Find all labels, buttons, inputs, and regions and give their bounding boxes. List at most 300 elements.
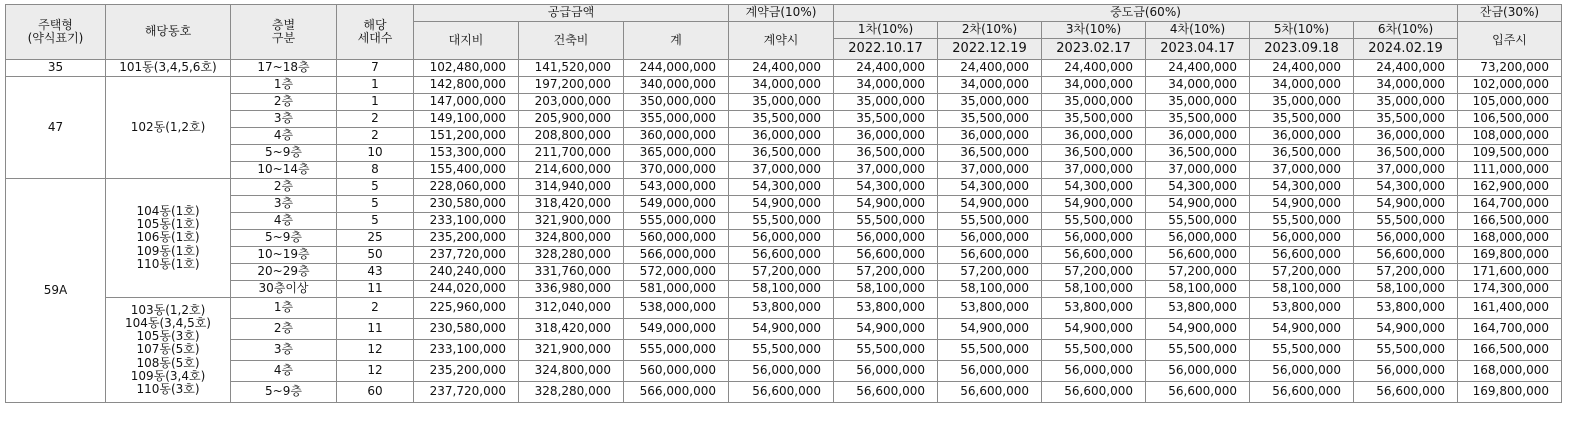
table-body [6,60,1562,403]
units-cell: 12 [337,340,414,361]
installment-3-cell: 56,000,000 [1042,230,1146,247]
installment-5-cell: 56,600,000 [1250,382,1354,403]
installment-3-cell: 24,400,000 [1042,60,1146,77]
floor-cell: 2층 [231,179,337,196]
units-cell: 12 [337,361,414,382]
balance-payment-cell: 166,500,000 [1458,340,1562,361]
building-price-cell: 214,600,000 [519,162,624,179]
contract-payment-cell: 56,600,000 [729,382,834,403]
installment-2-cell: 57,200,000 [938,264,1042,281]
balance-payment-cell: 169,800,000 [1458,382,1562,403]
table-row [6,77,1562,94]
units-cell: 60 [337,382,414,403]
installment-3-cell: 36,500,000 [1042,145,1146,162]
installment-5-cell: 54,900,000 [1250,196,1354,213]
installment-2-cell: 54,300,000 [938,179,1042,196]
installment-2-cell: 55,500,000 [938,340,1042,361]
header-installment-label: 5차(10%) [1250,22,1354,39]
building-price-cell: 324,800,000 [519,361,624,382]
floor-cell: 2층 [231,319,337,340]
installment-6-cell: 54,900,000 [1354,319,1458,340]
balance-payment-cell: 162,900,000 [1458,179,1562,196]
table-row [6,264,1562,281]
installment-4-cell: 35,000,000 [1146,94,1250,111]
installment-1-cell: 55,500,000 [834,213,938,230]
total-price-cell: 572,000,000 [624,264,729,281]
installment-2-cell: 56,000,000 [938,361,1042,382]
installment-4-cell: 54,900,000 [1146,196,1250,213]
units-cell: 25 [337,230,414,247]
balance-payment-cell: 164,700,000 [1458,196,1562,213]
floor-cell: 5~9층 [231,145,337,162]
installment-3-cell: 55,500,000 [1042,340,1146,361]
contract-payment-cell: 54,300,000 [729,179,834,196]
supply-price-table [5,4,1562,403]
total-price-cell: 340,000,000 [624,77,729,94]
units-cell: 5 [337,179,414,196]
installment-6-cell: 53,800,000 [1354,298,1458,319]
total-price-cell: 566,000,000 [624,247,729,264]
installment-1-cell: 57,200,000 [834,264,938,281]
header-installment-label: 1차(10%) [834,22,938,39]
total-price-cell: 555,000,000 [624,213,729,230]
installment-5-cell: 36,500,000 [1250,145,1354,162]
land-price-cell: 149,100,000 [414,111,519,128]
floor-cell: 4층 [231,361,337,382]
floor-cell: 4층 [231,213,337,230]
installment-6-cell: 35,000,000 [1354,94,1458,111]
units-cell: 43 [337,264,414,281]
table-row [6,319,1562,340]
header-installment-label: 2차(10%) [938,22,1042,39]
contract-payment-cell: 58,100,000 [729,281,834,298]
installment-5-cell: 24,400,000 [1250,60,1354,77]
table-row [6,111,1562,128]
installment-5-cell: 36,000,000 [1250,128,1354,145]
installment-4-cell: 24,400,000 [1146,60,1250,77]
land-price-cell: 230,580,000 [414,319,519,340]
installment-2-cell: 56,600,000 [938,382,1042,403]
building-price-cell: 208,800,000 [519,128,624,145]
balance-payment-cell: 102,000,000 [1458,77,1562,94]
contract-payment-cell: 54,900,000 [729,196,834,213]
installment-4-cell: 57,200,000 [1146,264,1250,281]
header-unit-type: 주택형 (약식표기) [6,5,106,60]
installment-2-cell: 56,000,000 [938,230,1042,247]
floor-cell: 10~14층 [231,162,337,179]
table-row [6,128,1562,145]
installment-1-cell: 56,600,000 [834,382,938,403]
installment-4-cell: 55,500,000 [1146,213,1250,230]
header-supply: 공급금액 [414,5,729,22]
installment-3-cell: 35,000,000 [1042,94,1146,111]
installment-1-cell: 36,500,000 [834,145,938,162]
installment-2-cell: 53,800,000 [938,298,1042,319]
total-price-cell: 560,000,000 [624,230,729,247]
installment-1-cell: 54,900,000 [834,319,938,340]
building-price-cell: 324,800,000 [519,230,624,247]
table-row [6,247,1562,264]
total-price-cell: 365,000,000 [624,145,729,162]
total-price-cell: 581,000,000 [624,281,729,298]
header-middle: 중도금(60%) [834,5,1458,22]
total-price-cell: 370,000,000 [624,162,729,179]
units-cell: 2 [337,128,414,145]
header-contract-sub: 계약시 [729,22,834,60]
contract-payment-cell: 35,000,000 [729,94,834,111]
contract-payment-cell: 37,000,000 [729,162,834,179]
installment-2-cell: 54,900,000 [938,196,1042,213]
installment-1-cell: 58,100,000 [834,281,938,298]
floor-cell: 5~9층 [231,382,337,403]
building-price-cell: 211,700,000 [519,145,624,162]
floor-cell: 20~29층 [231,264,337,281]
installment-5-cell: 55,500,000 [1250,340,1354,361]
land-price-cell: 225,960,000 [414,298,519,319]
installment-1-cell: 35,500,000 [834,111,938,128]
installment-1-cell: 35,000,000 [834,94,938,111]
land-price-cell: 244,020,000 [414,281,519,298]
installment-4-cell: 54,300,000 [1146,179,1250,196]
installment-5-cell: 56,600,000 [1250,247,1354,264]
units-cell: 7 [337,60,414,77]
installment-5-cell: 34,000,000 [1250,77,1354,94]
header-installment-date: 2023.09.18 [1250,39,1354,60]
installment-6-cell: 37,000,000 [1354,162,1458,179]
balance-payment-cell: 168,000,000 [1458,361,1562,382]
table-row [6,196,1562,213]
land-price-cell: 230,580,000 [414,196,519,213]
installment-5-cell: 56,000,000 [1250,230,1354,247]
installment-6-cell: 36,500,000 [1354,145,1458,162]
header-contract: 계약금(10%) [729,5,834,22]
floor-cell: 1층 [231,77,337,94]
installment-5-cell: 55,500,000 [1250,213,1354,230]
contract-payment-cell: 53,800,000 [729,298,834,319]
contract-payment-cell: 36,500,000 [729,145,834,162]
installment-4-cell: 53,800,000 [1146,298,1250,319]
header-installment-date: 2023.04.17 [1146,39,1250,60]
installment-2-cell: 37,000,000 [938,162,1042,179]
table-row [6,382,1562,403]
installment-6-cell: 56,600,000 [1354,247,1458,264]
installment-3-cell: 58,100,000 [1042,281,1146,298]
installment-2-cell: 35,500,000 [938,111,1042,128]
dong-cell: 102동(1,2호) [106,77,231,179]
installment-5-cell: 53,800,000 [1250,298,1354,319]
floor-cell: 5~9층 [231,230,337,247]
installment-4-cell: 35,500,000 [1146,111,1250,128]
installment-6-cell: 35,500,000 [1354,111,1458,128]
units-cell: 11 [337,319,414,340]
table-row [6,213,1562,230]
unit-type-cell: 59A [6,179,106,403]
contract-payment-cell: 56,000,000 [729,230,834,247]
header-installment-date: 2024.02.19 [1354,39,1458,60]
installment-4-cell: 56,600,000 [1146,247,1250,264]
installment-3-cell: 35,500,000 [1042,111,1146,128]
table-row [6,281,1562,298]
building-price-cell: 312,040,000 [519,298,624,319]
installment-6-cell: 54,900,000 [1354,196,1458,213]
installment-4-cell: 56,600,000 [1146,382,1250,403]
total-price-cell: 566,000,000 [624,382,729,403]
installment-2-cell: 58,100,000 [938,281,1042,298]
installment-1-cell: 56,000,000 [834,361,938,382]
installment-6-cell: 56,000,000 [1354,361,1458,382]
table-row [6,162,1562,179]
contract-payment-cell: 55,500,000 [729,213,834,230]
installment-3-cell: 55,500,000 [1042,213,1146,230]
building-price-cell: 331,760,000 [519,264,624,281]
units-cell: 5 [337,196,414,213]
installment-4-cell: 36,500,000 [1146,145,1250,162]
installment-5-cell: 54,300,000 [1250,179,1354,196]
header-balance-sub: 입주시 [1458,22,1562,60]
installment-5-cell: 56,000,000 [1250,361,1354,382]
units-cell: 1 [337,77,414,94]
building-price-cell: 203,000,000 [519,94,624,111]
building-price-cell: 141,520,000 [519,60,624,77]
installment-4-cell: 54,900,000 [1146,319,1250,340]
installment-4-cell: 34,000,000 [1146,77,1250,94]
total-price-cell: 350,000,000 [624,94,729,111]
contract-payment-cell: 55,500,000 [729,340,834,361]
installment-2-cell: 34,000,000 [938,77,1042,94]
installment-4-cell: 37,000,000 [1146,162,1250,179]
header-installment-label: 3차(10%) [1042,22,1146,39]
installment-1-cell: 54,900,000 [834,196,938,213]
land-price-cell: 228,060,000 [414,179,519,196]
installment-4-cell: 56,000,000 [1146,230,1250,247]
installment-1-cell: 54,300,000 [834,179,938,196]
units-cell: 50 [337,247,414,264]
building-price-cell: 336,980,000 [519,281,624,298]
price-table-container [5,4,1562,403]
installment-3-cell: 53,800,000 [1042,298,1146,319]
balance-payment-cell: 105,000,000 [1458,94,1562,111]
balance-payment-cell: 168,000,000 [1458,230,1562,247]
floor-cell: 30층이상 [231,281,337,298]
table-row [6,60,1562,77]
dong-cell: 101동(3,4,5,6호) [106,60,231,77]
balance-payment-cell: 171,600,000 [1458,264,1562,281]
header-installment-label: 6차(10%) [1354,22,1458,39]
installment-3-cell: 54,900,000 [1042,196,1146,213]
total-price-cell: 549,000,000 [624,319,729,340]
units-cell: 11 [337,281,414,298]
contract-payment-cell: 57,200,000 [729,264,834,281]
units-cell: 2 [337,298,414,319]
table-row [6,340,1562,361]
units-cell: 8 [337,162,414,179]
total-price-cell: 538,000,000 [624,298,729,319]
land-price-cell: 240,240,000 [414,264,519,281]
installment-2-cell: 56,600,000 [938,247,1042,264]
header-dong: 해당동호 [106,5,231,60]
units-cell: 1 [337,94,414,111]
table-row [6,361,1562,382]
floor-cell: 2층 [231,94,337,111]
units-cell: 10 [337,145,414,162]
land-price-cell: 151,200,000 [414,128,519,145]
land-price-cell: 235,200,000 [414,230,519,247]
installment-5-cell: 37,000,000 [1250,162,1354,179]
installment-3-cell: 54,900,000 [1042,319,1146,340]
floor-cell: 17~18층 [231,60,337,77]
installment-6-cell: 34,000,000 [1354,77,1458,94]
total-price-cell: 355,000,000 [624,111,729,128]
land-price-cell: 153,300,000 [414,145,519,162]
contract-payment-cell: 34,000,000 [729,77,834,94]
land-price-cell: 237,720,000 [414,247,519,264]
land-price-cell: 237,720,000 [414,382,519,403]
installment-3-cell: 57,200,000 [1042,264,1146,281]
balance-payment-cell: 169,800,000 [1458,247,1562,264]
table-row [6,298,1562,319]
header-floor: 층별 구분 [231,5,337,60]
balance-payment-cell: 164,700,000 [1458,319,1562,340]
building-price-cell: 205,900,000 [519,111,624,128]
table-row [6,230,1562,247]
land-price-cell: 233,100,000 [414,340,519,361]
installment-6-cell: 56,000,000 [1354,230,1458,247]
balance-payment-cell: 109,500,000 [1458,145,1562,162]
installment-4-cell: 55,500,000 [1146,340,1250,361]
installment-5-cell: 54,900,000 [1250,319,1354,340]
installment-6-cell: 36,000,000 [1354,128,1458,145]
installment-4-cell: 56,000,000 [1146,361,1250,382]
building-price-cell: 321,900,000 [519,340,624,361]
total-price-cell: 549,000,000 [624,196,729,213]
installment-1-cell: 36,000,000 [834,128,938,145]
header-building: 건축비 [519,22,624,60]
installment-1-cell: 53,800,000 [834,298,938,319]
floor-cell: 3층 [231,340,337,361]
dong-cell: 103동(1,2호) 104동(3,4,5호) 105동(3호) 107동(5호) 108동(5호) 109동(3,4호) 110동(3호) [106,298,231,403]
table-row [6,179,1562,196]
building-price-cell: 321,900,000 [519,213,624,230]
unit-type-cell: 35 [6,60,106,77]
building-price-cell: 318,420,000 [519,196,624,213]
installment-3-cell: 34,000,000 [1042,77,1146,94]
dong-cell: 104동(1호) 105동(1호) 106동(1호) 109동(1호) 110동(1호) [106,179,231,298]
installment-2-cell: 54,900,000 [938,319,1042,340]
total-price-cell: 543,000,000 [624,179,729,196]
total-price-cell: 555,000,000 [624,340,729,361]
balance-payment-cell: 73,200,000 [1458,60,1562,77]
installment-1-cell: 55,500,000 [834,340,938,361]
table-row [6,94,1562,111]
contract-payment-cell: 56,600,000 [729,247,834,264]
contract-payment-cell: 56,000,000 [729,361,834,382]
installment-3-cell: 54,300,000 [1042,179,1146,196]
installment-5-cell: 58,100,000 [1250,281,1354,298]
total-price-cell: 360,000,000 [624,128,729,145]
balance-payment-cell: 161,400,000 [1458,298,1562,319]
installment-2-cell: 35,000,000 [938,94,1042,111]
land-price-cell: 233,100,000 [414,213,519,230]
floor-cell: 3층 [231,196,337,213]
land-price-cell: 155,400,000 [414,162,519,179]
contract-payment-cell: 24,400,000 [729,60,834,77]
installment-5-cell: 57,200,000 [1250,264,1354,281]
installment-3-cell: 56,000,000 [1042,361,1146,382]
installment-2-cell: 55,500,000 [938,213,1042,230]
units-cell: 5 [337,213,414,230]
total-price-cell: 244,000,000 [624,60,729,77]
header-units: 해당 세대수 [337,5,414,60]
installment-1-cell: 56,600,000 [834,247,938,264]
installment-6-cell: 24,400,000 [1354,60,1458,77]
floor-cell: 10~19층 [231,247,337,264]
balance-payment-cell: 106,500,000 [1458,111,1562,128]
installment-1-cell: 37,000,000 [834,162,938,179]
balance-payment-cell: 108,000,000 [1458,128,1562,145]
land-price-cell: 102,480,000 [414,60,519,77]
installment-2-cell: 36,500,000 [938,145,1042,162]
header-land: 대지비 [414,22,519,60]
header-balance: 잔금(30%) [1458,5,1562,22]
land-price-cell: 147,000,000 [414,94,519,111]
contract-payment-cell: 36,000,000 [729,128,834,145]
installment-5-cell: 35,500,000 [1250,111,1354,128]
contract-payment-cell: 35,500,000 [729,111,834,128]
balance-payment-cell: 111,000,000 [1458,162,1562,179]
installment-1-cell: 34,000,000 [834,77,938,94]
building-price-cell: 197,200,000 [519,77,624,94]
land-price-cell: 142,800,000 [414,77,519,94]
contract-payment-cell: 54,900,000 [729,319,834,340]
building-price-cell: 328,280,000 [519,382,624,403]
installment-3-cell: 56,600,000 [1042,247,1146,264]
installment-1-cell: 56,000,000 [834,230,938,247]
header-installment-date: 2023.02.17 [1042,39,1146,60]
table-row [6,145,1562,162]
header-installment-date: 2022.12.19 [938,39,1042,60]
installment-1-cell: 24,400,000 [834,60,938,77]
building-price-cell: 314,940,000 [519,179,624,196]
installment-6-cell: 58,100,000 [1354,281,1458,298]
installment-3-cell: 56,600,000 [1042,382,1146,403]
floor-cell: 3층 [231,111,337,128]
installment-6-cell: 55,500,000 [1354,213,1458,230]
installment-6-cell: 54,300,000 [1354,179,1458,196]
total-price-cell: 560,000,000 [624,361,729,382]
installment-6-cell: 56,600,000 [1354,382,1458,403]
building-price-cell: 328,280,000 [519,247,624,264]
balance-payment-cell: 174,300,000 [1458,281,1562,298]
installment-3-cell: 36,000,000 [1042,128,1146,145]
installment-3-cell: 37,000,000 [1042,162,1146,179]
units-cell: 2 [337,111,414,128]
installment-6-cell: 57,200,000 [1354,264,1458,281]
building-price-cell: 318,420,000 [519,319,624,340]
land-price-cell: 235,200,000 [414,361,519,382]
header-total: 계 [624,22,729,60]
floor-cell: 4층 [231,128,337,145]
installment-5-cell: 35,000,000 [1250,94,1354,111]
unit-type-cell: 47 [6,77,106,179]
floor-cell: 1층 [231,298,337,319]
balance-payment-cell: 166,500,000 [1458,213,1562,230]
installment-6-cell: 55,500,000 [1354,340,1458,361]
installment-2-cell: 24,400,000 [938,60,1042,77]
installment-4-cell: 36,000,000 [1146,128,1250,145]
installment-4-cell: 58,100,000 [1146,281,1250,298]
header-installment-date: 2022.10.17 [834,39,938,60]
installment-2-cell: 36,000,000 [938,128,1042,145]
